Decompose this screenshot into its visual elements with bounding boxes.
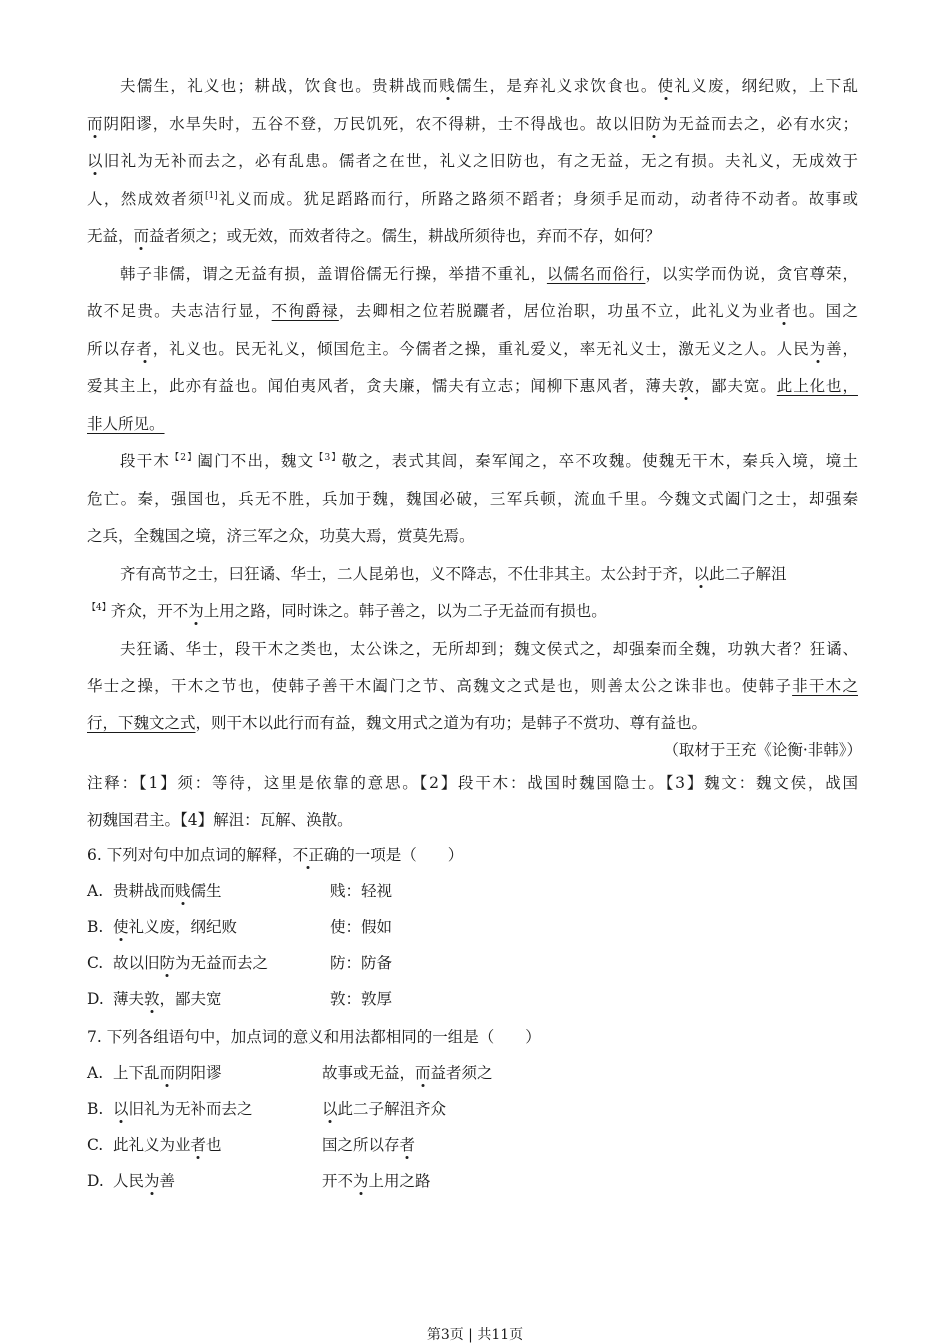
passage-line — [87, 374, 858, 398]
passage-line — [120, 74, 858, 98]
q7-option[interactable] — [87, 1133, 222, 1157]
text-run: ，鄙夫宽 — [159, 990, 222, 1008]
underlined-text: 非人所见。 — [87, 415, 165, 433]
text-run: 防：防备 — [330, 954, 393, 972]
text-run: 礼义而成。犹足蹈路而行，所路之路须不蹈者；身须手足而动，动者待不动者。故事或 — [217, 190, 858, 208]
text-run: 国之所以存 — [322, 1136, 400, 1154]
text-run: 也 — [206, 1136, 222, 1154]
q6-option-explanation — [330, 951, 392, 975]
emphasis-dot-char: 不正 — [292, 846, 324, 864]
text-run: 上下乱 — [113, 1064, 160, 1082]
emphasis-dot-char: 为 — [353, 1172, 369, 1190]
text-run: 贵耕战而 — [113, 882, 176, 900]
passage-line — [120, 449, 858, 473]
text-run: 夫狂谲、华士，段干木之类也，太公诛之，无所却到；魏文侯式之，却强秦而全魏，功孰大者？狂谲、 — [120, 640, 858, 658]
text-run: 6. 下列对句中加点词的解释， — [87, 846, 293, 864]
text-run: 注释：【1】须：等待，这里是依靠的意思。【2】段干木：战国时魏国隐士。【3】魏文：魏文侯，战国 — [87, 774, 858, 792]
text-run: 益者须之；或无效，而效者待之。儒生，耕战所须待也，弃而不存，如何？ — [149, 227, 661, 245]
option-label: C. — [87, 1136, 104, 1154]
text-run: 儒生 — [190, 882, 222, 900]
q7-option-explanation — [322, 1097, 446, 1121]
emphasis-dot-char: 以 — [693, 565, 710, 583]
emphasis-dot-char: 而 — [133, 227, 150, 245]
q7-option[interactable] — [87, 1097, 253, 1121]
text-run: 段干木 — [120, 452, 171, 470]
text-run: 敬之，表式其闾，秦军闻之，卒不攻魏。使魏无干木，秦兵入境，境土 — [341, 452, 858, 470]
text-run: 善 — [159, 1172, 176, 1190]
text-run: 初魏国君主。【4】解沮：瓦解、涣散。 — [87, 811, 353, 829]
emphasis-dot-char: 敦 — [144, 990, 160, 1008]
passage-line — [87, 112, 858, 136]
text-run: 夫儒生，礼义也；耕战，饮食也。贵耕战而 — [120, 77, 440, 95]
emphasis-dot-char: 防 — [645, 115, 662, 133]
text-run: 礼义废，纲纪败 — [128, 918, 238, 936]
text-run: 敦：敦厚 — [330, 990, 393, 1008]
text-run: 故事或无益， — [322, 1064, 416, 1082]
emphasis-dot-char: 而 — [87, 115, 104, 133]
q6-option[interactable] — [87, 951, 268, 975]
text-run: 危亡。秦，强国也，兵无不胜，兵加于魏，魏国必破，三军兵顿，流血千里。今魏文式阖门之士，却强秦 — [87, 490, 858, 508]
option-label: A. — [87, 1064, 104, 1082]
text-run: 之兵，全魏国之境，济三军之众，功莫大焉，赏莫先焉。 — [87, 527, 475, 545]
q6-option-explanation — [330, 915, 392, 939]
text-run: 无益， — [87, 227, 134, 245]
q6-stem — [87, 843, 858, 867]
option-label: D. — [87, 990, 104, 1008]
note-line — [87, 771, 858, 795]
q6-option[interactable] — [87, 915, 237, 939]
emphasis-dot-char: 贱 — [175, 882, 191, 900]
passage-line — [87, 224, 858, 248]
text-run: 人，然成效者须 — [87, 190, 205, 208]
emphasis-dot-char: 使 — [113, 918, 129, 936]
q6-option-explanation — [330, 987, 392, 1011]
text-run: 故不足贵。夫志洁行显， — [87, 302, 272, 320]
page-footer: 第3页 | 共11页 — [426, 1327, 524, 1343]
passage-line — [87, 337, 858, 361]
emphasis-dot-char: 贱 — [439, 77, 457, 95]
text-run: 阴阳谬，水旱失时，五谷不登，万民饥死，农不得耕，士不得战也。故以旧 — [103, 115, 646, 133]
passage-line — [87, 524, 858, 548]
text-run: 爱其主上，此亦有益也。闻伯夷风者，贪夫廉，懦夫有立志；闻柳下惠风者，薄夫 — [87, 377, 679, 395]
text-run: 韩子非儒，谓之无益有损，盖谓俗儒无行操，举措不重礼， — [120, 265, 547, 283]
footnote-marker: 【2】 — [170, 452, 198, 463]
emphasis-dot-char: 以 — [87, 152, 104, 170]
text-run: 旧礼为无补而去之 — [128, 1100, 253, 1118]
text-run: 此二子解沮 — [709, 565, 787, 583]
text-run: 也。国之 — [792, 302, 858, 320]
text-run: 贱：轻视 — [330, 882, 393, 900]
footnote-marker: 【4】 — [87, 602, 111, 613]
text-run: 为无益而去之，必有水灾； — [661, 115, 858, 133]
emphasis-dot-char: 为 — [809, 340, 827, 358]
text-run: 齐有高节之士，曰狂谲、华士，二人昆弟也，义不降志，不仕非其主。太公封于齐， — [120, 565, 694, 583]
citation: （取材于王充《论衡·非韩》） — [663, 741, 862, 759]
underlined-text: 此上化也， — [776, 377, 858, 395]
text-run: 开不 — [322, 1172, 354, 1190]
q6-option[interactable] — [87, 879, 222, 903]
q7-option-explanation — [322, 1169, 431, 1193]
footnote-marker: [1] — [204, 190, 218, 201]
text-run: 上用之路，同时诛之。韩子善之，以为二子无益而有损也。 — [203, 602, 607, 620]
text-run: 7. 下列各组语句中，加点词的意义和用法都相同的一组是（ ） — [87, 1028, 541, 1046]
text-run: ，鄙夫宽。 — [694, 377, 777, 395]
passage-line — [87, 487, 858, 511]
text-run: 确的一项是（ ） — [323, 846, 464, 864]
option-label: C. — [87, 954, 104, 972]
q6-option[interactable] — [87, 987, 222, 1011]
emphasis-dot-char: 使 — [657, 77, 675, 95]
option-label: B. — [87, 1100, 104, 1118]
emphasis-dot-char: 防 — [159, 954, 176, 972]
text-run: 使：假如 — [330, 918, 393, 936]
text-run: 此礼义为业 — [113, 1136, 191, 1154]
text-run: 儒生，是弃礼义求饮食也。 — [456, 77, 658, 95]
option-label: A. — [87, 882, 104, 900]
q7-option-explanation — [322, 1133, 415, 1157]
note-line — [87, 808, 858, 832]
option-label: B. — [87, 918, 104, 936]
text-run: 华士之操，干木之节也，使韩子善干木阖门之节、高魏文之式是也，则善太公之诛非也。使韩子 — [87, 677, 793, 695]
emphasis-dot-char: 而 — [415, 1064, 431, 1082]
underlined-text: 以儒名而俗行 — [546, 265, 646, 283]
emphasis-dot-char: 为 — [188, 602, 204, 620]
text-run: ，则干木以此行而有益，魏文用式之道为有功；是韩子不赏功、尊有益也。 — [195, 714, 708, 732]
text-run: 齐众，开不 — [110, 602, 189, 620]
passage-line — [87, 299, 858, 323]
option-label: D. — [87, 1172, 104, 1190]
text-run: 礼义废，纲纪败，上下乱 — [674, 77, 858, 95]
text-run: 益者须之 — [430, 1064, 493, 1082]
emphasis-dot-char: 者 — [399, 1136, 416, 1154]
text-run: 善， — [826, 340, 858, 358]
text-run: 旧礼为无补而去之，必有乱患。儒者之在世，礼义之旧防也，有之无益，无之有损。夫礼义，无成效于 — [103, 152, 858, 170]
underlined-text: 不徇爵禄 — [271, 302, 339, 320]
q7-stem — [87, 1025, 858, 1049]
text-run: ，去卿相之位若脱躧者，居位治职，功虽不立，此礼义为业 — [338, 302, 776, 320]
passage-line — [87, 149, 858, 173]
passage-line — [87, 599, 858, 623]
q7-option[interactable] — [87, 1061, 222, 1085]
text-run: 薄夫 — [113, 990, 145, 1008]
text-run: 人民 — [113, 1172, 145, 1190]
emphasis-dot-char: 而 — [159, 1064, 176, 1082]
emphasis-dot-char: 敦 — [678, 377, 695, 395]
underlined-text: 非干木之 — [792, 677, 858, 695]
emphasis-dot-char: 为 — [144, 1172, 160, 1190]
text-run: 上用之路 — [368, 1172, 431, 1190]
text-run: 阖门不出，魏文 — [197, 452, 315, 470]
passage-line — [120, 262, 858, 286]
underlined-text: 行，下魏文之式 — [87, 714, 196, 732]
q6-option-explanation — [330, 879, 392, 903]
emphasis-dot-char: 者 — [190, 1136, 207, 1154]
q7-option-explanation — [322, 1061, 493, 1085]
passage-line — [87, 711, 858, 735]
passage-line — [120, 562, 858, 586]
text-run: ，以实学而伪说，贪官尊荣， — [645, 265, 858, 283]
q7-option[interactable] — [87, 1169, 175, 1193]
text-run: 为无益而去之 — [175, 954, 269, 972]
passage-line — [87, 674, 858, 698]
passage-line — [87, 412, 858, 436]
emphasis-dot-char: 以 — [322, 1100, 338, 1118]
text-run: 所以存 — [87, 340, 137, 358]
text-run: 阴阳谬 — [175, 1064, 222, 1082]
passage-line — [87, 187, 858, 211]
text-run: ，礼义也。民无礼义，倾国危主。今儒者之操，重礼爱义，率无礼义士，激无义之人。人民 — [152, 340, 810, 358]
emphasis-dot-char: 者 — [136, 340, 153, 358]
emphasis-dot-char: 者 — [775, 302, 793, 320]
passage-line — [120, 637, 858, 661]
emphasis-dot-char: 以 — [113, 1100, 129, 1118]
text-run: 此二子解沮齐众 — [337, 1100, 447, 1118]
text-run: 故以旧 — [113, 954, 160, 972]
footnote-marker: 【3】 — [314, 452, 342, 463]
